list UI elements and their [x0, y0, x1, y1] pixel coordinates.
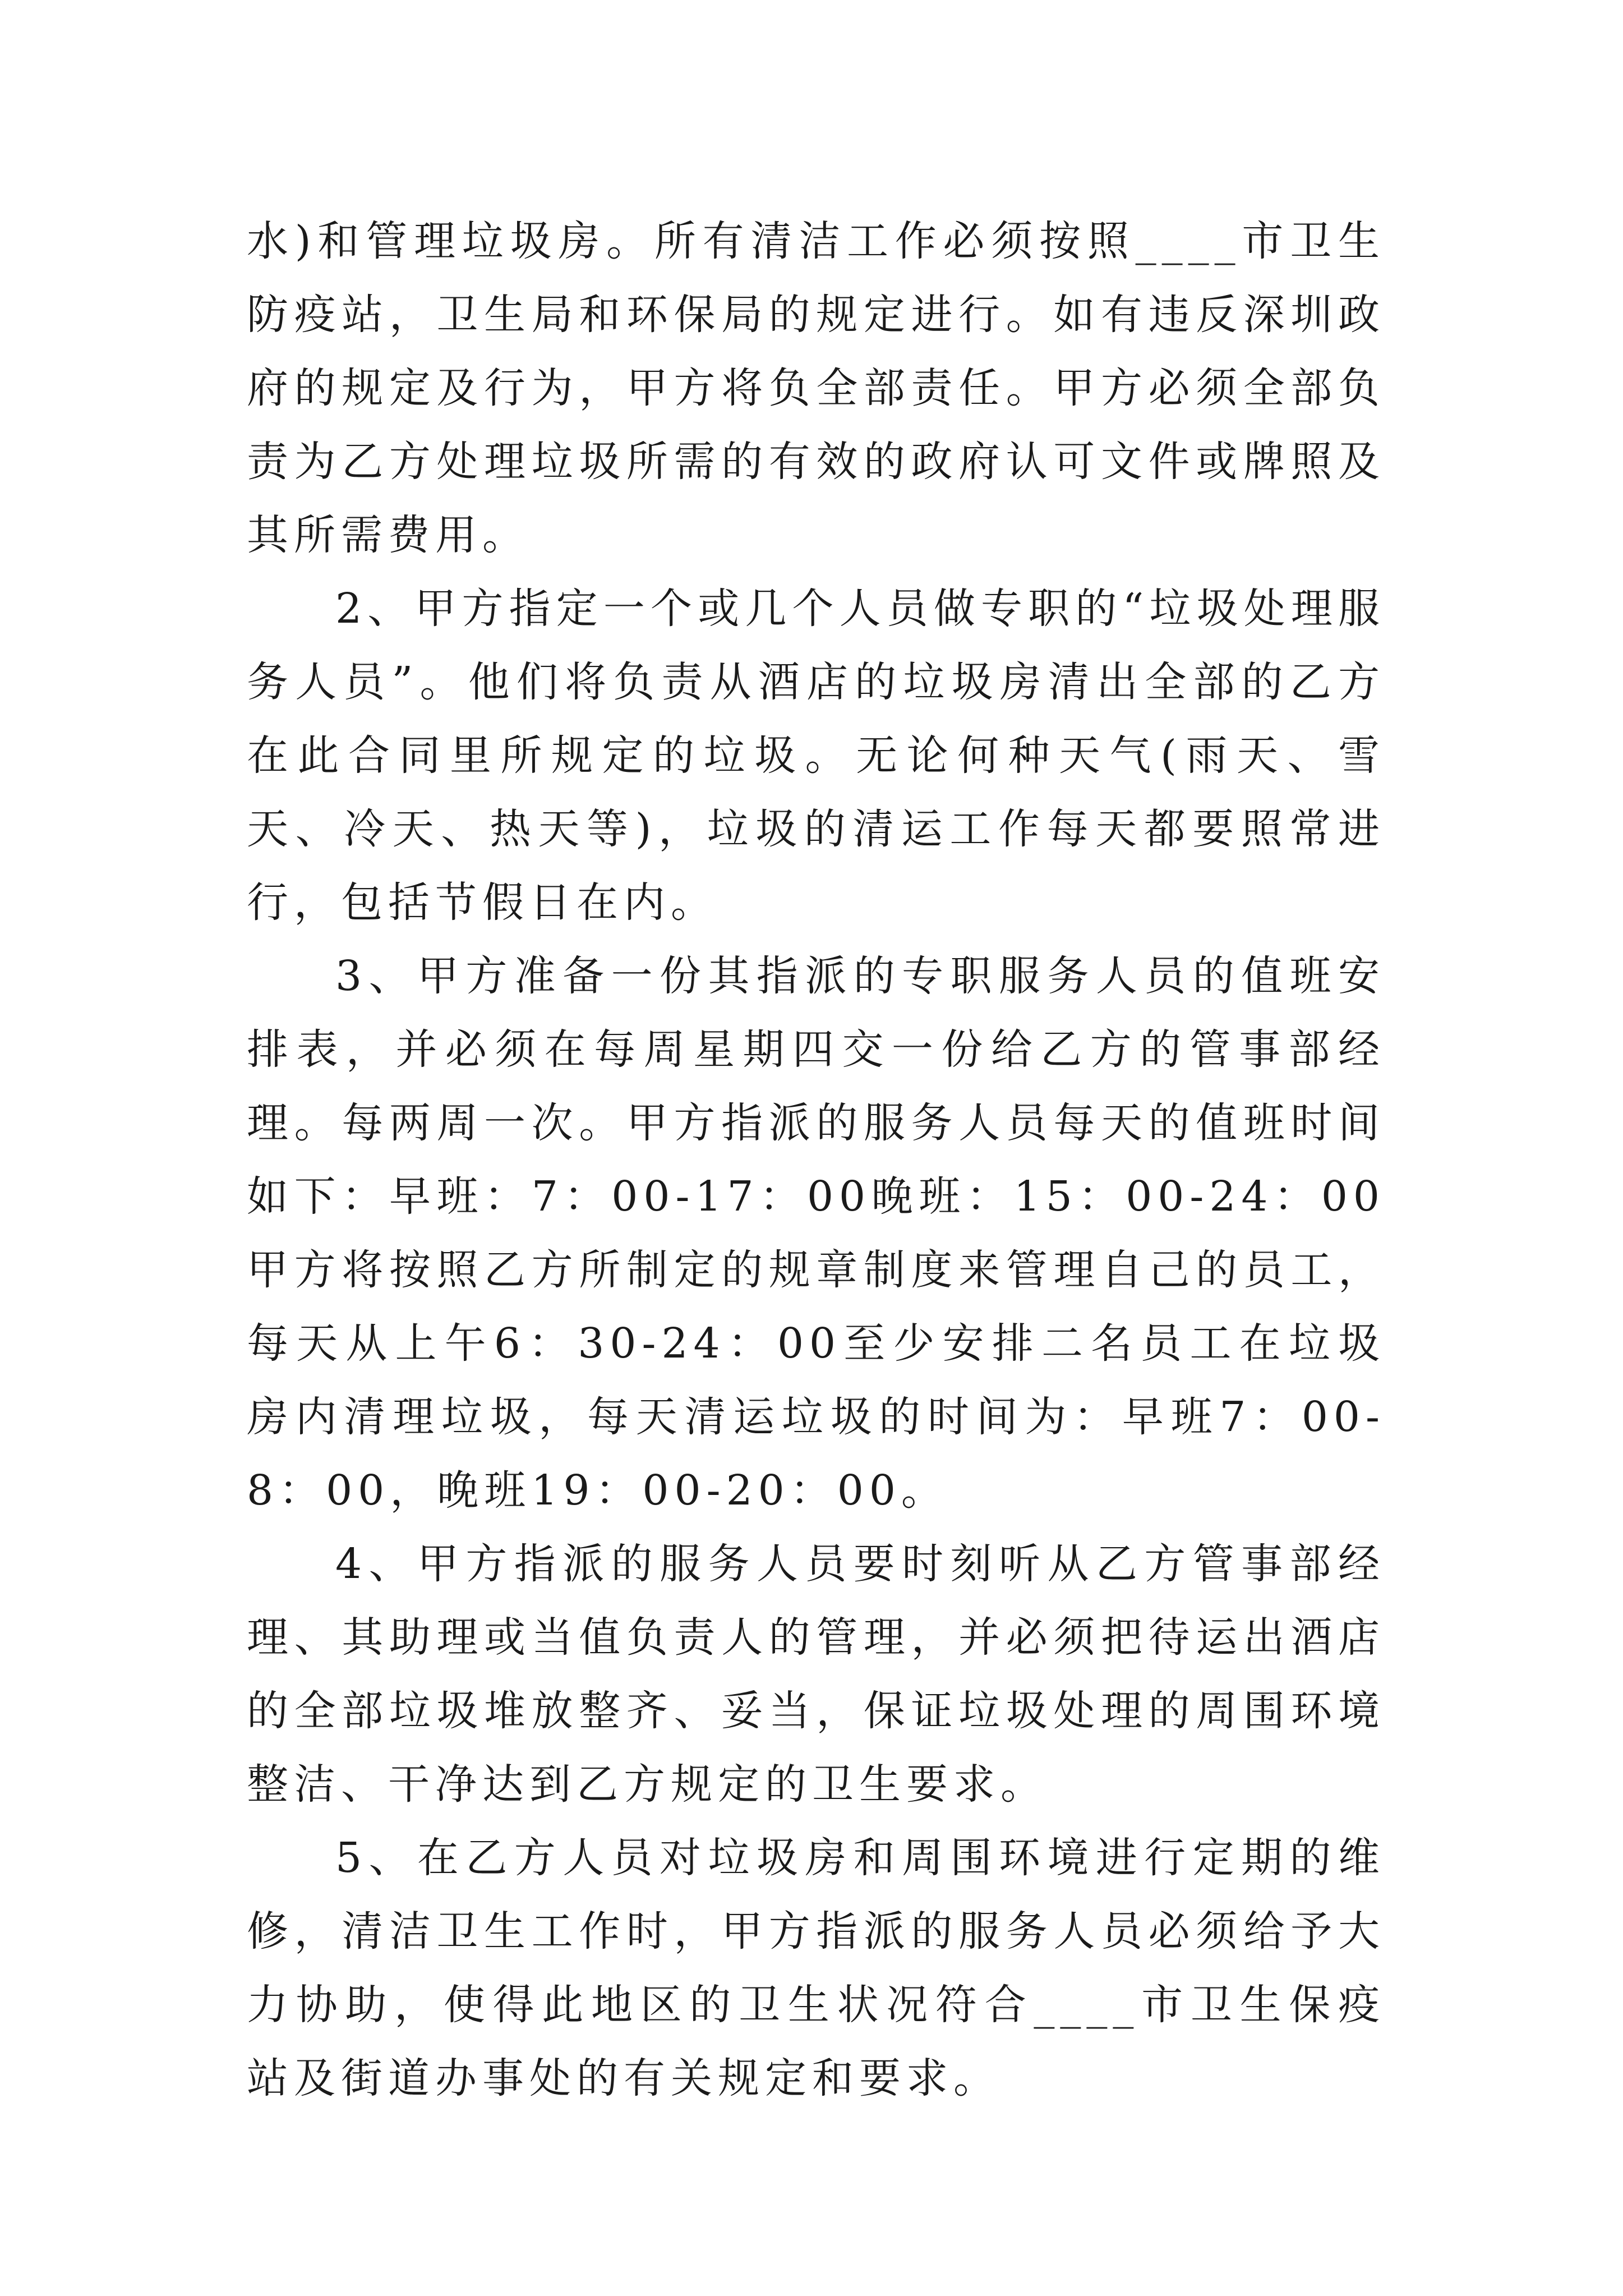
- document-body: [247, 205, 1385, 2115]
- paragraph-clause-3: 3、甲方准备一份其指派的专职服务人员的值班安排表，并必须在每周星期四交一份给乙方的管事部经理。每两周一次。甲方指派的服务人员每天的值班时间如下：早班：7：00-17：00晚班：15：00-24：00甲方将按照乙方所制定的规章制度来管理自己的员工，每天从上午6：30-24：00至少安排二名员工在垃圾房内清理垃圾，每天清运垃圾的时间为：早班7：00-8：00，晚班19：00-20：00。: [247, 952, 1385, 1515]
- paragraph-clause-5: 5、在乙方人员对垃圾房和周围环境进行定期的维修，清洁卫生工作时，甲方指派的服务人员必须给予大力协助，使得此地区的卫生状况符合____市卫生保疫站及街道办事处的有关规定和要求。: [247, 1834, 1385, 2102]
- paragraph-continuation: 水)和管理垃圾房。所有清洁工作必须按照____市卫生防疫站，卫生局和环保局的规定进行。如有违反深圳政府的规定及行为，甲方将负全部责任。甲方必须全部负责为乙方处理垃圾所需的有效的政府认可文件或牌照及其所需费用。: [247, 217, 1385, 559]
- paragraph-clause-2: 2、甲方指定一个或几个人员做专职的“垃圾处理服务人员”。他们将负责从酒店的垃圾房清出全部的乙方在此合同里所规定的垃圾。无论何种天气(雨天、雪天、冷天、热天等)，垃圾的清运工作每天都要照常进行，包括节假日在内。: [247, 585, 1385, 927]
- paragraph-clause-4: 4、甲方指派的服务人员要时刻听从乙方管事部经理、其助理或当值负责人的管理，并必须把待运出酒店的全部垃圾堆放整齐、妥当，保证垃圾处理的周围环境整洁、干净达到乙方规定的卫生要求。: [247, 1540, 1385, 1809]
